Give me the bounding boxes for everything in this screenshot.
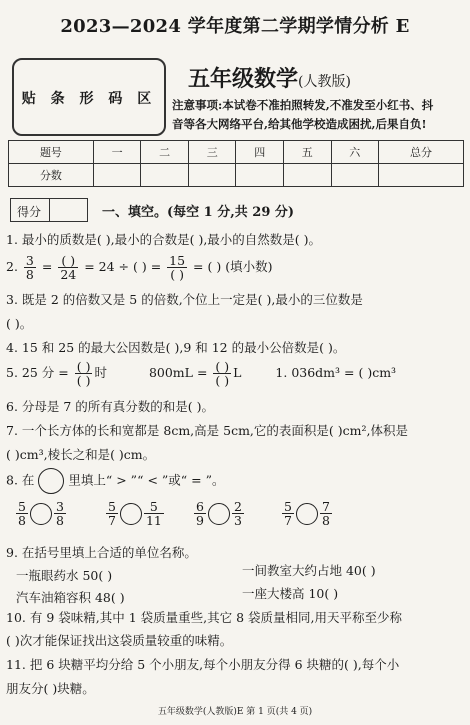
question-8 xyxy=(6,468,224,494)
header-cell: 三 xyxy=(188,141,236,164)
denominator: ( ) xyxy=(215,373,230,388)
expression-text: = ( ) (填小数) xyxy=(193,259,273,274)
header-cell: 五 xyxy=(284,141,332,164)
question-number: 8. 在 xyxy=(6,472,35,488)
exam-title: 2023—2024 学年度第二学期学情分析 E xyxy=(60,16,410,37)
header-cell: 一 xyxy=(93,141,141,164)
barcode-area xyxy=(12,58,166,136)
denominator: 7 xyxy=(108,513,116,528)
edition-label: (人教版) xyxy=(298,74,351,90)
fraction xyxy=(16,500,28,527)
question-7-line-2: ( )cm³,棱长之和是( )cm。 xyxy=(6,447,156,462)
unit: 时 xyxy=(94,365,107,380)
fraction xyxy=(54,500,66,527)
fraction xyxy=(75,360,93,387)
question-4: 4. 15 和 25 的最大公因数是( ),9 和 12 的最小公倍数是( )。 xyxy=(6,340,346,355)
score-cell[interactable] xyxy=(93,164,141,187)
score-table-header-row xyxy=(9,141,464,164)
notice-line-2: 音等各大网络平台,给其他学校造成困扰,后果自负! xyxy=(172,117,427,131)
unit-item: 汽车油箱容积 48( ) xyxy=(16,590,125,605)
header-cell: 总分 xyxy=(379,141,464,164)
numerator: 3 xyxy=(25,253,34,268)
score-label: 得分 xyxy=(17,205,42,219)
question-10-line-1: 10. 有 9 袋味精,其中 1 袋质量重些,其它 8 袋质量相同,用天平称至少称 xyxy=(6,610,402,625)
question-number: 2. xyxy=(6,259,18,274)
denominator: 8 xyxy=(321,513,330,528)
numerator: ( ) xyxy=(215,359,230,374)
unit-item: 一瓶眼药水 50( ) xyxy=(16,568,113,583)
answer-circle[interactable] xyxy=(296,503,318,525)
fraction xyxy=(194,500,206,527)
question-11-line-2: 朋友分( )块糖。 xyxy=(6,681,95,696)
question-text: 里填上“ > ”“ < ”或“ = ”。 xyxy=(68,472,225,488)
numerator: 7 xyxy=(321,499,330,514)
section-title-text: 一、填空。(每空 1 分,共 29 分) xyxy=(102,205,295,220)
fraction xyxy=(144,500,164,527)
unit: L xyxy=(233,365,242,380)
question-6: 6. 分母是 7 的所有真分数的和是( )。 xyxy=(6,399,215,414)
question-3-line-2: ( )。 xyxy=(6,316,33,331)
score-table-score-row xyxy=(9,164,464,187)
fraction xyxy=(24,254,36,281)
barcode-label: 贴 条 形 码 区 xyxy=(21,91,157,107)
fraction xyxy=(213,360,231,387)
question-10-line-2: ( )次才能保证找出这袋质量较重的味精。 xyxy=(6,633,233,648)
numerator: 5 xyxy=(144,500,164,514)
expression-text: 800mL = xyxy=(148,365,208,380)
numerator: 15 xyxy=(169,253,186,268)
page-footer: 五年级数学(人教版)E 第 1 页(共 4 页) xyxy=(157,707,313,717)
question-2 xyxy=(6,254,272,281)
numerator: 6 xyxy=(196,499,204,514)
expression-text: = 24 ÷ ( ) = xyxy=(84,259,162,274)
question-9: 9. 在括号里填上合适的单位名称。 xyxy=(6,545,197,560)
question-7-line-1: 7. 一个长方体的长和宽都是 8cm,高是 5cm,它的表面积是( )cm²,体积是 xyxy=(6,423,408,438)
denominator: 3 xyxy=(233,513,242,528)
denominator: 11 xyxy=(145,513,162,528)
grade-subject xyxy=(188,62,351,93)
numerator: 3 xyxy=(55,499,64,514)
score-cell[interactable] xyxy=(379,164,464,187)
header-cell: 二 xyxy=(141,141,189,164)
notice-line-1: 注意事项:本试卷不准拍照转发,不准发至小红书、抖 xyxy=(172,98,434,112)
denominator: ( ) xyxy=(170,267,184,282)
denominator: 8 xyxy=(55,513,64,528)
numerator: 5 xyxy=(108,499,116,514)
comparison-item xyxy=(104,500,166,527)
fraction xyxy=(106,500,118,527)
notice xyxy=(172,96,464,134)
denominator: 8 xyxy=(18,513,26,528)
numerator: ( ) xyxy=(76,359,91,374)
score-cell[interactable] xyxy=(141,164,189,187)
fraction xyxy=(282,500,294,527)
comparison-item xyxy=(280,500,334,527)
numerator: 5 xyxy=(284,499,292,514)
header-cell: 六 xyxy=(331,141,379,164)
grade-title: 五年级数学 xyxy=(188,67,299,92)
question-3-line-1: 3. 既是 2 的倍数又是 5 的倍数,个位上一定是( ),最小的三位数是 xyxy=(6,292,363,307)
score-box-divider xyxy=(49,199,50,221)
header-cell: 题号 xyxy=(9,141,94,164)
numerator: ( ) xyxy=(58,254,78,268)
comparison-item xyxy=(14,500,68,527)
unit-item: 一座大楼高 10( ) xyxy=(242,586,339,601)
score-cell[interactable] xyxy=(331,164,379,187)
numerator: 5 xyxy=(18,499,26,514)
comparison-circle-icon xyxy=(38,468,64,494)
question-1: 1. 最小的质数是( ),最小的合数是( ),最小的自然数是( )。 xyxy=(6,232,322,247)
score-table xyxy=(8,140,464,187)
expression-text: 1. 036dm³ = ( )cm³ xyxy=(275,365,397,380)
denominator: 8 xyxy=(25,267,34,282)
unit-item: 一间教室大约占地 40( ) xyxy=(242,563,376,578)
denominator: 7 xyxy=(284,513,292,528)
question-5 xyxy=(6,360,396,387)
answer-circle[interactable] xyxy=(208,503,230,525)
header-cell: 四 xyxy=(236,141,284,164)
numerator: 2 xyxy=(233,499,242,514)
section-score-box xyxy=(10,198,88,222)
answer-circle[interactable] xyxy=(120,503,142,525)
score-cell[interactable] xyxy=(284,164,332,187)
question-number: 5. xyxy=(6,365,18,380)
fraction xyxy=(58,254,78,281)
fraction xyxy=(320,500,332,527)
equals-sign: = xyxy=(41,259,53,274)
score-cell[interactable] xyxy=(236,164,284,187)
expression-text: 25 分 = xyxy=(21,365,69,380)
comparison-item xyxy=(192,500,246,527)
answer-circle[interactable] xyxy=(30,503,52,525)
score-cell[interactable] xyxy=(188,164,236,187)
fraction xyxy=(167,254,187,281)
denominator: 9 xyxy=(196,513,204,528)
denominator: ( ) xyxy=(76,373,91,388)
denominator: 24 xyxy=(60,267,77,282)
row-label: 分数 xyxy=(9,164,94,187)
section-title xyxy=(102,201,294,220)
question-11-line-1: 11. 把 6 块糖平均分给 5 个小朋友,每个小朋友分得 6 块糖的( ),每个小 xyxy=(6,657,400,672)
fraction xyxy=(232,500,244,527)
